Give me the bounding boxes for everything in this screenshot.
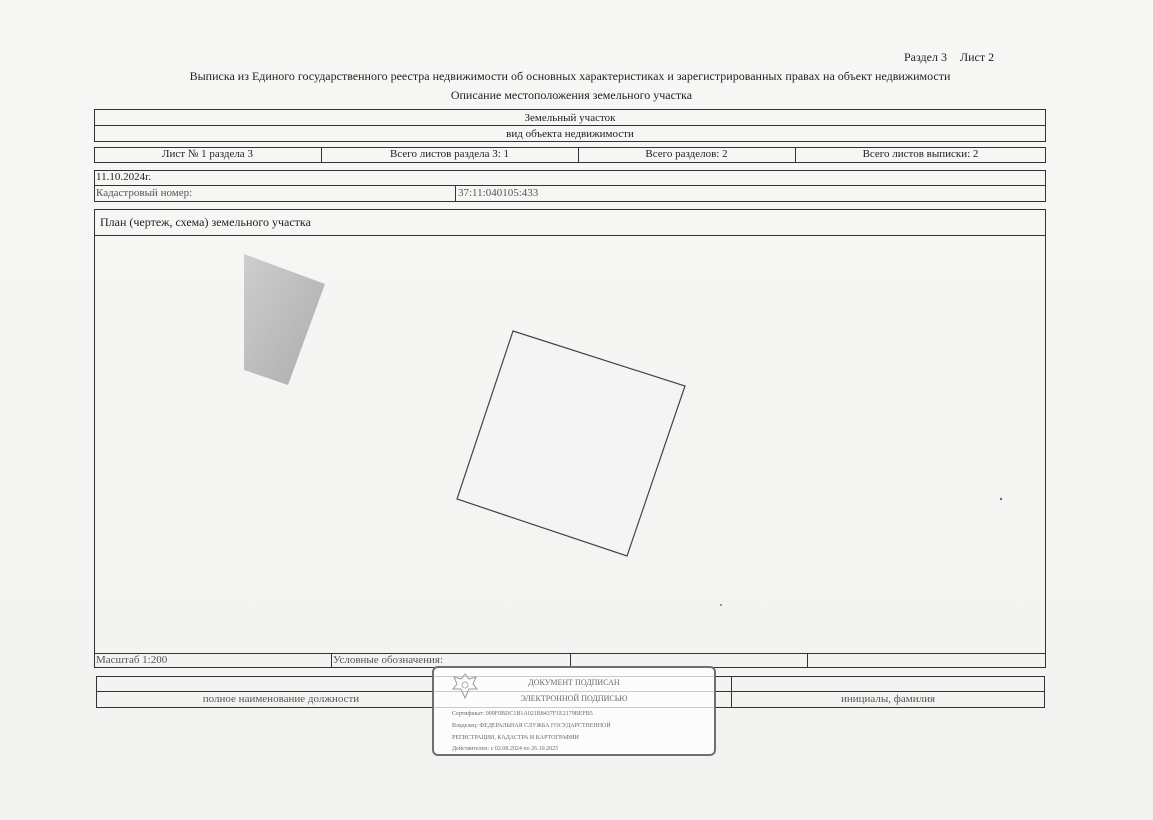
total-sheets-extract: Всего листов выписки: 2	[862, 148, 979, 160]
sheet-label: Лист 2	[960, 50, 995, 64]
legend-label: Условные обозначения:	[333, 654, 444, 666]
stamp-heading-2: ЭЛЕКТРОННОЙ ПОДПИСЬЮ	[520, 694, 628, 703]
plan-scale: Масштаб 1:200	[96, 654, 168, 666]
stamp-owner-line-1: Владелец: ФЕДЕРАЛЬНАЯ СЛУЖБА ГОСУДАРСТВЕННОЙ	[452, 723, 611, 729]
stamp-owner-line-2: РЕГИСТРАЦИИ, КАДАСТРА И КАРТОГРАФИИ	[452, 735, 579, 741]
cadastral-label: Кадастровый номер:	[96, 187, 193, 199]
section-label: Раздел 3	[904, 50, 947, 64]
sheet-number: Лист № 1 раздела 3	[162, 148, 253, 160]
total-sections: Всего разделов: 2	[645, 148, 728, 160]
cadastral-number: 37:11:040105:433	[458, 187, 539, 199]
extract-date: 11.10.2024г.	[96, 171, 152, 183]
object-type-caption: вид объекта недвижимости	[506, 128, 634, 140]
stamp-validity: Действителен: с 02.08.2024 по 26.10.2025	[452, 746, 559, 752]
object-type: Земельный участок	[524, 112, 616, 124]
document-subtitle: Описание местоположения земельного участка	[450, 88, 693, 102]
position-caption: полное наименование должности	[202, 693, 360, 705]
stamp-certificate: Сертификат: 009F0BDC1B1A021B8437F1E2179BEFB5	[452, 711, 593, 717]
name-caption: инициалы, фамилия	[840, 693, 936, 705]
stamp-heading-1: ДОКУМЕНТ ПОДПИСАН	[528, 678, 620, 687]
neighbor-parcel-shape	[244, 254, 325, 385]
record-block	[94, 170, 1046, 202]
plan-title: План (чертеж, схема) земельного участка	[100, 215, 311, 229]
land-parcel-outline	[457, 331, 685, 556]
plan-drawing	[95, 236, 1045, 653]
document-title: Выписка из Единого государственного реестра недвижимости об основных характеристиках и зарегистрированных правах на объект недвижимости	[189, 69, 951, 83]
total-sheets-section: Всего листов раздела 3: 1	[389, 148, 510, 160]
electronic-signature-stamp	[432, 666, 716, 756]
